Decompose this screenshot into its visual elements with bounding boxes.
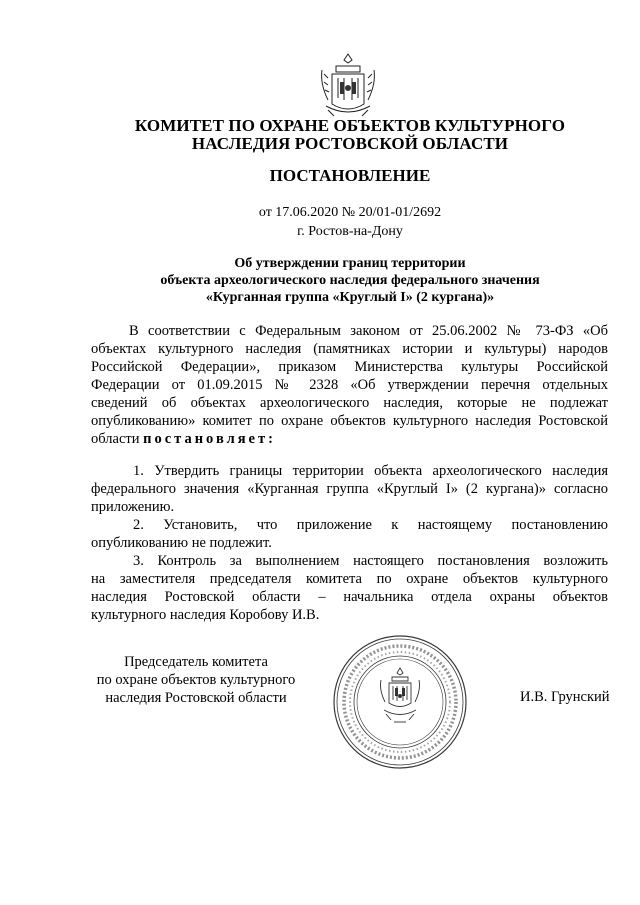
item-3 (91, 552, 608, 624)
preamble-line: Российской Федерации», приказом Министерства культуры Российской (91, 359, 608, 375)
item-line: наследия Ростовской области – начальника отдела охраны объектов (91, 589, 608, 605)
item-line: опубликованию не подлежит. (91, 535, 272, 551)
signatory-name: И.В. Грунский (520, 689, 610, 705)
subject-line1: Об утверждении границ территории (234, 256, 466, 271)
subject-line2: объекта археологического наследия федерального значения (160, 273, 540, 288)
official-seal-icon (332, 634, 468, 770)
preamble-line: объектах культурного наследия (памятниках истории и культуры) народов (91, 341, 608, 357)
preamble-last-prefix: области (91, 431, 144, 447)
item-1 (91, 462, 608, 516)
city: г. Ростов-на-Дону (297, 224, 403, 239)
item-line: на заместителя председателя комитета по охране объектов культурного (91, 571, 608, 587)
preamble-line: опубликованию» комитет по охране объектов культурного наследия Ростовской (91, 413, 608, 429)
organization-name-line2: НАСЛЕДИЯ РОСТОВСКОЙ ОБЛАСТИ (191, 134, 509, 153)
item-2 (91, 516, 608, 552)
preamble-line: сведений об объектах археологического наследия, которые не подлежат (91, 395, 608, 411)
item-line: культурного наследия Коробову И.В. (91, 607, 320, 623)
item-line: 1. Утвердить границы территории объекта археологического наследия (133, 463, 608, 479)
preamble-line: Федерации от 01.09.2015 № 2328 «Об утверждении перечня отдельных (91, 377, 608, 393)
coat-of-arms-icon (318, 52, 378, 118)
organization-name: КОМИТЕТ ПО ОХРАНЕ ОБЪЕКТОВ КУЛЬТУРНОГО (134, 116, 566, 135)
subject-line3: «Курганная группа «Круглый I» (2 кургана)» (205, 290, 495, 305)
item-line: 2. Установить, что приложение к настоящему постановлению (133, 517, 608, 533)
item-line: 3. Контроль за выполнением настоящего постановления возложить (133, 553, 608, 569)
preamble-line: В соответствии с Федеральным законом от 25.06.2002 № 73-ФЗ «Об (129, 323, 608, 339)
signatory-position-line1: Председатель комитета (124, 654, 268, 670)
item-line: приложению. (91, 499, 175, 515)
signatory-position-line3: наследия Ростовской области (105, 690, 287, 706)
date-number: от 17.06.2020 № 20/01-01/2692 (258, 205, 442, 220)
document-type: ПОСТАНОВЛЕНИЕ (269, 166, 431, 185)
preamble-paragraph (91, 322, 608, 448)
preamble-line (91, 430, 608, 448)
signatory-position-line2: по охране объектов культурного (96, 672, 296, 688)
item-line: федерального значения «Курганная группа «Круглый I» (2 кургана)» согласно (91, 481, 608, 497)
resolve-word: постановляет: (143, 431, 276, 447)
